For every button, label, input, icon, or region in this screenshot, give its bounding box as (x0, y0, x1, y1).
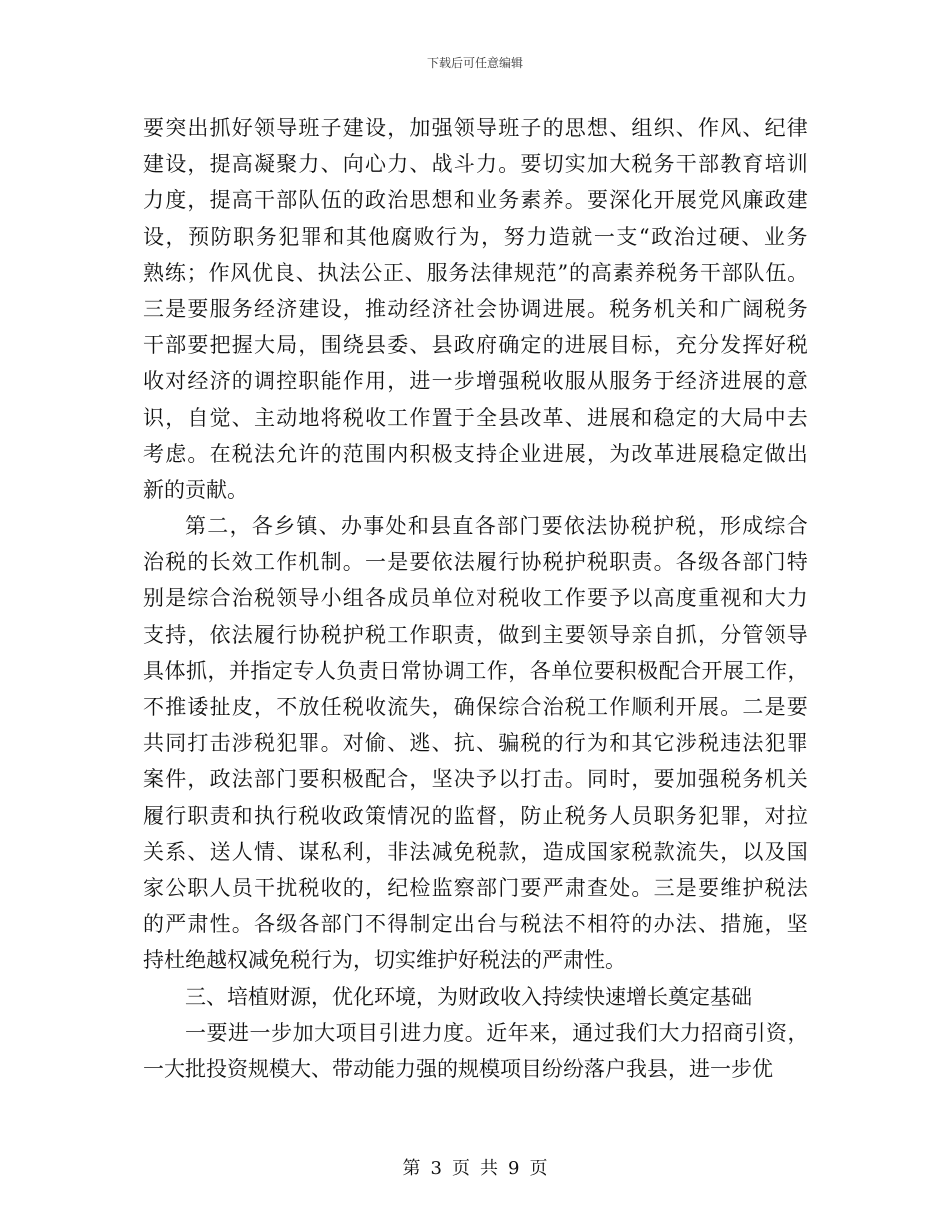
footer-total-pages: 9 (508, 1158, 520, 1179)
footer-label-page-unit: 页 (452, 1158, 470, 1179)
text-line: 新的贡献。 (143, 477, 248, 502)
text-line: 不推诿扯皮，不放任税收流失，确保综合治税工作顺利开展。二是要 (143, 695, 809, 719)
page-header: 下载后可任意编辑 (426, 56, 523, 70)
text-line: 第二，各乡镇、办事处和县直各部门要依法协税护税，形成综合 (185, 514, 809, 539)
text-line: 设，预防职务犯罪和其他腐败行为，努力造就一支“政治过硬、业务 (143, 224, 809, 249)
text-line: 履行职责和执行税收政策情况的监督，防止税务人员职务犯罪，对拉 (143, 803, 809, 828)
text-line: 治税的长效工作机制。一是要依法履行协税护税职责。各级各部门特 (143, 550, 809, 575)
footer-label-total-unit: 页 (529, 1158, 548, 1179)
text-line: 三、培植财源，优化环境，为财政收入持续快速增长奠定基础 (185, 984, 752, 1009)
text-line: 关系、送人情、谋私利，非法减免税款，造成国家税款流失，以及国 (143, 839, 809, 864)
text-line: 建设，提高凝聚力、向心力、战斗力。要切实加大税务干部教育培训 (143, 152, 809, 177)
footer-label-page: 第 (402, 1158, 421, 1179)
text-line: 干部要把握大局，围绕县委、县政府确定的进展目标，充分发挥好税 (143, 333, 809, 358)
text-line: 共同打击涉税犯罪。对偷、逃、抗、骗税的行为和其它涉税违法犯罪 (143, 731, 809, 756)
footer-label-total: 共 (480, 1158, 498, 1179)
page-footer (0, 1154, 950, 1180)
text-line: 收对经济的调控职能作用，进一步增强税收服从服务于经济进展的意 (143, 369, 809, 394)
text-line: 的严肃性。各级各部门不得制定出台与税法不相符的办法、措施，坚 (143, 912, 809, 937)
text-line: 持杜绝越权减免税行为，切实维护好税法的严肃性。 (143, 948, 626, 973)
text-line: 考虑。在税法允许的范围内积极支持企业进展，为改革进展稳定做出 (143, 441, 809, 466)
text-line: 支持，依法履行协税护税工作职责，做到主要领导亲自抓，分管领导 (143, 622, 809, 647)
text-line: 一大批投资规模大、带动能力强的规模项目纷纷落户我县，进一步优 (143, 1056, 773, 1081)
text-line: 力度，提高干部队伍的政治思想和业务素养。要深化开展党风廉政建 (143, 188, 809, 213)
text-line: 熟练；作风优良、执法公正、服务法律规范”的高素养税务干部队伍。 (143, 260, 809, 285)
text-line: 要突出抓好领导班子建设，加强领导班子的思想、组织、作风、纪律 (143, 116, 809, 140)
text-line: 三是要服务经济建设，推动经济社会协调进展。税务机关和广阔税务 (143, 296, 809, 321)
text-line: 识，自觉、主动地将税收工作置于全县改革、进展和稳定的大局中去 (143, 405, 809, 430)
text-line: 具体抓，并指定专人负责日常协调工作，各单位要积极配合开展工作， (143, 658, 809, 683)
text-line: 别是综合治税领导小组各成员单位对税收工作要予以高度重视和大力 (143, 586, 809, 611)
footer-page-number: 3 (430, 1158, 442, 1179)
document-body (143, 110, 809, 1087)
text-line: 一要进一步加大项目引进力度。近年来，通过我们大力招商引资， (185, 1020, 809, 1045)
text-line: 案件，政法部门要积极配合，坚决予以打击。同时，要加强税务机关 (143, 767, 809, 792)
text-line: 家公职人员干扰税收的，纪检监察部门要严肃查处。三是要维护税法 (143, 875, 809, 900)
